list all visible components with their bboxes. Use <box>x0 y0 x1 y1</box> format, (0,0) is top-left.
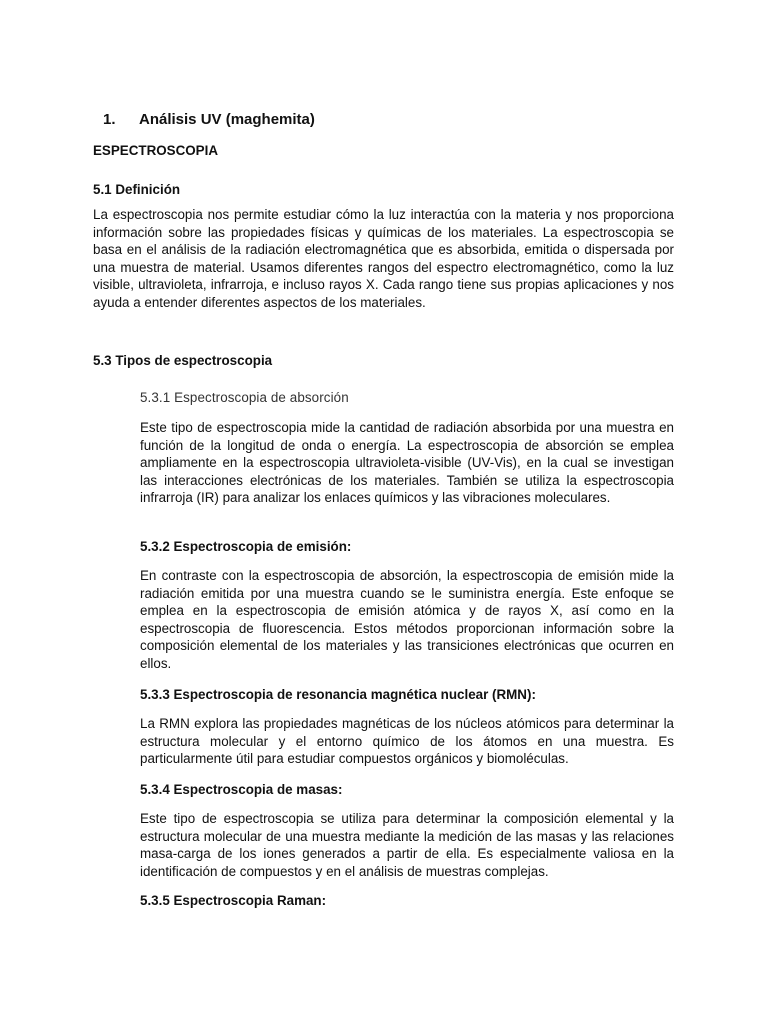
types-heading: 5.3 Tipos de espectroscopia <box>93 353 273 368</box>
nmr-paragraph: La RMN explora las propiedades magnéticas de los núcleos atómicos para determinar la estructura molecular y el entorno químico de los átomos en una muestra. Es particularmente útil para estudiar compuestos orgánicos y biomoléculas. <box>140 716 674 767</box>
emission-heading: 5.3.2 Espectroscopia de emisión: <box>140 539 352 554</box>
raman-heading: 5.3.5 Espectroscopia Raman: <box>140 893 327 908</box>
nmr-heading: 5.3.3 Espectroscopia de resonancia magnética nuclear (RMN): <box>140 687 536 702</box>
definition-paragraph: La espectroscopia nos permite estudiar cómo la luz interactúa con la materia y nos proporciona información sobre las propiedades físicas y químicas de los materiales. La espectroscopia se basa en el análisis de la radiación electromagnética que es absorbida, emitida o dispersada por una muestra de material. Usamos diferentes rangos del espectro electromagnético, como la luz visible, ultravioleta, infrarroja, e incluso rayos X. Cada rango tiene sus propias aplicaciones y nos ayuda a entender diferentes aspectos de los materiales. <box>93 207 674 310</box>
mass-heading: 5.3.4 Espectroscopia de masas: <box>140 782 343 797</box>
emission-paragraph: En contraste con la espectroscopia de absorción, la espectroscopia de emisión mide la radiación emitida por una muestra cuando se le suministra energía. Este enfoque se emplea en la espectroscopia de emisión atómica y de rayos X, así como en la espectroscopia de fluorescencia. Estos métodos proporcionan información sobre la composición elemental de los materiales y las transiciones electrónicas que ocurren en ellos. <box>140 568 674 671</box>
mass-paragraph: Este tipo de espectroscopia se utiliza para determinar la composición elemental y la estructura molecular de una muestra mediante la medición de las masas y las relaciones masa-carga de los iones generados a partir de ella. Es especialmente valiosa en la identificación de compuestos y en el análisis de muestras complejas. <box>140 811 674 879</box>
section-number: 1. <box>103 111 116 128</box>
absorption-heading: 5.3.1 Espectroscopia de absorción <box>140 390 349 405</box>
section-heading <box>103 111 315 128</box>
topic-heading: ESPECTROSCOPIA <box>93 143 219 158</box>
section-title: Análisis UV (maghemita) <box>139 111 315 128</box>
absorption-paragraph: Este tipo de espectroscopia mide la cantidad de radiación absorbida por una muestra en función de la longitud de onda o energía. La espectroscopia de absorción se emplea ampliamente en la espectroscopia ultravioleta-visible (UV-Vis), en la cual se investigan las interacciones electrónicas de los materiales. También se utiliza la espectroscopia infrarroja (IR) para analizar los enlaces químicos y las vibraciones moleculares. <box>140 420 674 506</box>
definition-heading: 5.1 Definición <box>93 182 181 197</box>
